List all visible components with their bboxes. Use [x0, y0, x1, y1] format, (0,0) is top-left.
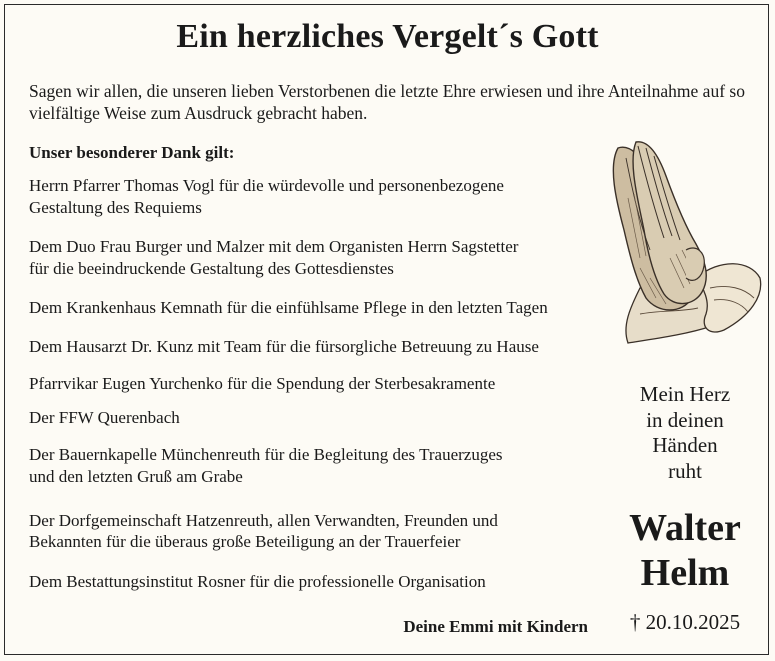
thanks-item-bauernkapelle-line1: Der Bauernkapelle Münchenreuth für die Begleitung des Trauerzuges — [29, 445, 503, 464]
deceased-name — [600, 506, 770, 596]
motto — [600, 382, 770, 484]
thanks-heading: Unser besonderer Dank gilt: — [29, 143, 235, 162]
thanks-item-pfarrvikar: Pfarrvikar Eugen Yurchenko für die Spendung der Sterbesakramente — [29, 374, 496, 393]
praying-hands-icon — [600, 138, 765, 350]
thanks-item-bestattungsinstitut: Dem Bestattungsinstitut Rosner für die professionelle Organisation — [29, 572, 486, 591]
motto-line: ruht — [668, 458, 702, 483]
thanks-item-dorfgemeinschaft-line2: Bekannten für die überaus große Beteiligung an der Trauerfeier — [29, 532, 461, 551]
intro-text: Sagen wir allen, die unseren lieben Verstorbenen die letzte Ehre erwiesen und ihre Anteilnahme auf so vielfältige Weise zum Ausdruck gebracht haben. — [29, 81, 745, 123]
page-title: Ein herzliches Vergelt´s Gott — [176, 18, 599, 55]
thanks-item-krankenhaus: Dem Krankenhaus Kemnath für die einfühlsame Pflege in den letzten Tagen — [29, 298, 548, 317]
thanks-item-bauernkapelle-line2: und den letzten Gruß am Grabe — [29, 467, 243, 486]
thanks-item-dorfgemeinschaft-line1: Der Dorfgemeinschaft Hatzenreuth, allen Verwandten, Freunden und — [29, 511, 498, 530]
deceased-last-name: Helm — [640, 552, 730, 594]
thanks-item-duo-line1: Dem Duo Frau Burger und Malzer mit dem Organisten Herrn Sagstetter — [29, 237, 519, 256]
thanks-item-pfarrer-line2: Gestaltung des Requiems — [29, 198, 202, 217]
thanks-item-hausarzt: Dem Hausarzt Dr. Kunz mit Team für die fürsorgliche Betreuung zu Hause — [29, 337, 539, 356]
death-date: † 20.10.2025 — [629, 610, 741, 634]
deceased-first-name: Walter — [629, 507, 741, 549]
motto-line: in deinen — [646, 407, 724, 432]
thanks-item-pfarrer-line1: Herrn Pfarrer Thomas Vogl für die würdevolle und personenbezogene — [29, 176, 504, 195]
thanks-item-ffw: Der FFW Querenbach — [29, 408, 180, 427]
motto-line: Mein Herz — [639, 382, 731, 406]
motto-line: Händen — [652, 433, 718, 457]
signature: Deine Emmi mit Kindern — [403, 617, 588, 636]
thanks-item-duo-line2: für die beeindruckende Gestaltung des Gottesdienstes — [29, 259, 394, 278]
